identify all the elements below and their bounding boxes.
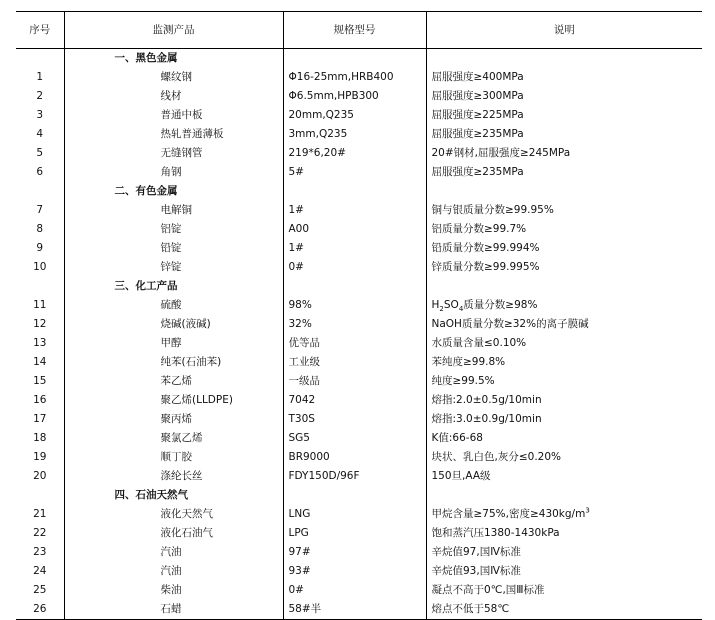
spec-model [283, 182, 426, 201]
description [426, 182, 702, 201]
row-number: 5 [16, 144, 64, 163]
row-number [16, 277, 64, 296]
section-row [16, 49, 702, 69]
product-name: 石蜡 [64, 600, 283, 620]
table-row [16, 144, 702, 163]
table-row [16, 391, 702, 410]
table-header-row [16, 12, 702, 49]
spec-model [283, 49, 426, 69]
product-name: 无缝钢管 [64, 144, 283, 163]
row-number [16, 486, 64, 505]
description: 纯度≥99.5% [431, 375, 495, 387]
row-number: 2 [16, 87, 64, 106]
spec-model: LPG [283, 524, 426, 543]
product-name: 线材 [64, 87, 283, 106]
row-number: 25 [16, 581, 64, 600]
description: 铅质量分数≥99.994% [431, 242, 540, 254]
row-number [16, 182, 64, 201]
spec-model: 97# [283, 543, 426, 562]
desc-post: 质量分数≥98% [463, 299, 538, 311]
desc-sub2: 4 [458, 305, 464, 314]
row-number: 24 [16, 562, 64, 581]
description: 辛烷值97,国Ⅳ标准 [431, 546, 521, 558]
header-desc: 说明 [426, 12, 702, 49]
product-name: 烧碱(液碱) [64, 315, 283, 334]
description [426, 486, 702, 505]
product-name: 聚氯乙烯 [64, 429, 283, 448]
section-title: 四、石油天然气 [64, 486, 283, 505]
table-row [16, 334, 702, 353]
table-row [16, 505, 702, 524]
spec-model: A00 [283, 220, 426, 239]
row-number: 11 [16, 296, 64, 315]
row-number: 20 [16, 467, 64, 486]
description: 熔点不低于58℃ [426, 600, 702, 620]
description: NaOH质量分数≥32%的离子膜碱 [431, 318, 589, 330]
spec-model: 1# [283, 239, 426, 258]
description: 20#钢材,屈服强度≥245MPa [431, 147, 571, 159]
row-number: 18 [16, 429, 64, 448]
description: 铝质量分数≥99.7% [431, 223, 527, 235]
spec-model: 219*6,20# [283, 144, 426, 163]
table-row [16, 448, 702, 467]
table-row [16, 600, 702, 620]
spec-model: LNG [283, 505, 426, 524]
description: 屈服强度≥400MPa [431, 71, 524, 83]
spec-model: 58#半 [283, 600, 426, 620]
product-name: 涤纶长丝 [64, 467, 283, 486]
desc-pre: 甲烷含量≥75%,密度≥430kg/m [431, 508, 586, 520]
row-number: 10 [16, 258, 64, 277]
spec-model: Φ6.5mm,HPB300 [283, 87, 426, 106]
description [426, 49, 702, 69]
table-row [16, 201, 702, 220]
row-number: 13 [16, 334, 64, 353]
spec-model: 5# [283, 163, 426, 182]
section-row [16, 277, 702, 296]
spec-model: 1# [283, 201, 426, 220]
product-name: 聚乙烯(LLDPE) [64, 391, 283, 410]
table-row [16, 581, 702, 600]
desc-mid: SO [443, 299, 459, 311]
description: 150旦,AA级 [431, 470, 491, 482]
spec-model: 一级品 [283, 372, 426, 391]
product-name: 角钢 [64, 163, 283, 182]
spec-model: 0# [283, 581, 426, 600]
header-no: 序号 [16, 12, 64, 49]
product-name: 纯苯(石油苯) [64, 353, 283, 372]
description [426, 277, 702, 296]
table-row [16, 220, 702, 239]
table-row [16, 296, 702, 315]
spec-model: FDY150D/96F [283, 467, 426, 486]
description: 熔指:3.0±0.9g/10min [431, 413, 542, 425]
description: 屈服强度≥235MPa [431, 166, 524, 178]
row-number: 4 [16, 125, 64, 144]
desc-sub1: 2 [439, 305, 444, 314]
product-name: 锌锭 [64, 258, 283, 277]
section-title: 三、化工产品 [64, 277, 283, 296]
table-row [16, 87, 702, 106]
table-row [16, 353, 702, 372]
description: 辛烷值93,国Ⅳ标准 [431, 565, 521, 577]
row-number: 15 [16, 372, 64, 391]
product-name: 硫酸 [64, 296, 283, 315]
row-number: 9 [16, 239, 64, 258]
product-name: 普通中板 [64, 106, 283, 125]
description: 饱和蒸汽压1380-1430kPa [431, 527, 560, 539]
description: 锌质量分数≥99.995% [431, 261, 540, 273]
table-row [16, 125, 702, 144]
row-number [16, 49, 64, 69]
description: 屈服强度≥300MPa [431, 90, 524, 102]
description: 苯纯度≥99.8% [431, 356, 506, 368]
header-product: 监测产品 [64, 12, 283, 49]
product-name: 铅锭 [64, 239, 283, 258]
spec-model: 0# [283, 258, 426, 277]
product-name: 甲醇 [64, 334, 283, 353]
product-name: 汽油 [64, 543, 283, 562]
spec-model: 93# [283, 562, 426, 581]
spec-model: 20mm,Q235 [283, 106, 426, 125]
product-name: 苯乙烯 [64, 372, 283, 391]
table-row [16, 467, 702, 486]
row-number: 8 [16, 220, 64, 239]
spec-model: BR9000 [283, 448, 426, 467]
spec-model: 7042 [283, 391, 426, 410]
product-name: 汽油 [64, 562, 283, 581]
desc-pre: H [431, 299, 440, 311]
table-row [16, 524, 702, 543]
spec-model: Φ16-25mm,HRB400 [283, 68, 426, 87]
product-name: 顺丁胶 [64, 448, 283, 467]
spec-model: 优等品 [283, 334, 426, 353]
spec-model: 98% [283, 296, 426, 315]
product-name: 电解铜 [64, 201, 283, 220]
spec-model: T30S [283, 410, 426, 429]
spec-model: SG5 [283, 429, 426, 448]
row-number: 19 [16, 448, 64, 467]
desc-sup: 3 [585, 506, 590, 515]
row-number: 1 [16, 68, 64, 87]
section-row [16, 486, 702, 505]
table-row [16, 163, 702, 182]
section-title: 二、有色金属 [64, 182, 283, 201]
spec-model: 3mm,Q235 [283, 125, 426, 144]
table-row [16, 258, 702, 277]
description: 屈服强度≥235MPa [431, 128, 524, 140]
row-number: 16 [16, 391, 64, 410]
row-number: 26 [16, 600, 64, 620]
description: 凝点不高于0℃,国Ⅲ标准 [431, 584, 545, 596]
description: K值:66-68 [431, 432, 483, 444]
row-number: 17 [16, 410, 64, 429]
table-row [16, 372, 702, 391]
table-row [16, 429, 702, 448]
product-name: 铝锭 [64, 220, 283, 239]
description: 块状、乳白色,灰分≤0.20% [431, 451, 561, 463]
section-title: 一、黑色金属 [64, 49, 283, 69]
row-number: 3 [16, 106, 64, 125]
product-name: 热轧普通薄板 [64, 125, 283, 144]
row-number: 7 [16, 201, 64, 220]
row-number: 21 [16, 505, 64, 524]
product-name: 螺纹钢 [64, 68, 283, 87]
header-spec: 规格型号 [283, 12, 426, 49]
row-number: 6 [16, 163, 64, 182]
description [426, 296, 702, 315]
spec-model [283, 486, 426, 505]
product-name: 柴油 [64, 581, 283, 600]
product-name: 聚丙烯 [64, 410, 283, 429]
description: 熔指:2.0±0.5g/10min [431, 394, 542, 406]
table-row [16, 239, 702, 258]
description [426, 505, 702, 524]
row-number: 12 [16, 315, 64, 334]
table-row [16, 562, 702, 581]
spec-model: 工业级 [283, 353, 426, 372]
section-row [16, 182, 702, 201]
description: 屈服强度≥225MPa [431, 109, 524, 121]
table-row [16, 106, 702, 125]
product-name: 液化天然气 [64, 505, 283, 524]
table-row [16, 315, 702, 334]
row-number: 22 [16, 524, 64, 543]
spec-model [283, 277, 426, 296]
table-body [16, 49, 702, 620]
row-number: 14 [16, 353, 64, 372]
table-row [16, 543, 702, 562]
description: 铜与银质量分数≥99.95% [431, 204, 554, 216]
description: 水质量含量≤0.10% [431, 337, 527, 349]
spec-model: 32% [283, 315, 426, 334]
monitoring-products-table [16, 11, 702, 620]
table-row [16, 410, 702, 429]
product-name: 液化石油气 [64, 524, 283, 543]
row-number: 23 [16, 543, 64, 562]
table-row [16, 68, 702, 87]
